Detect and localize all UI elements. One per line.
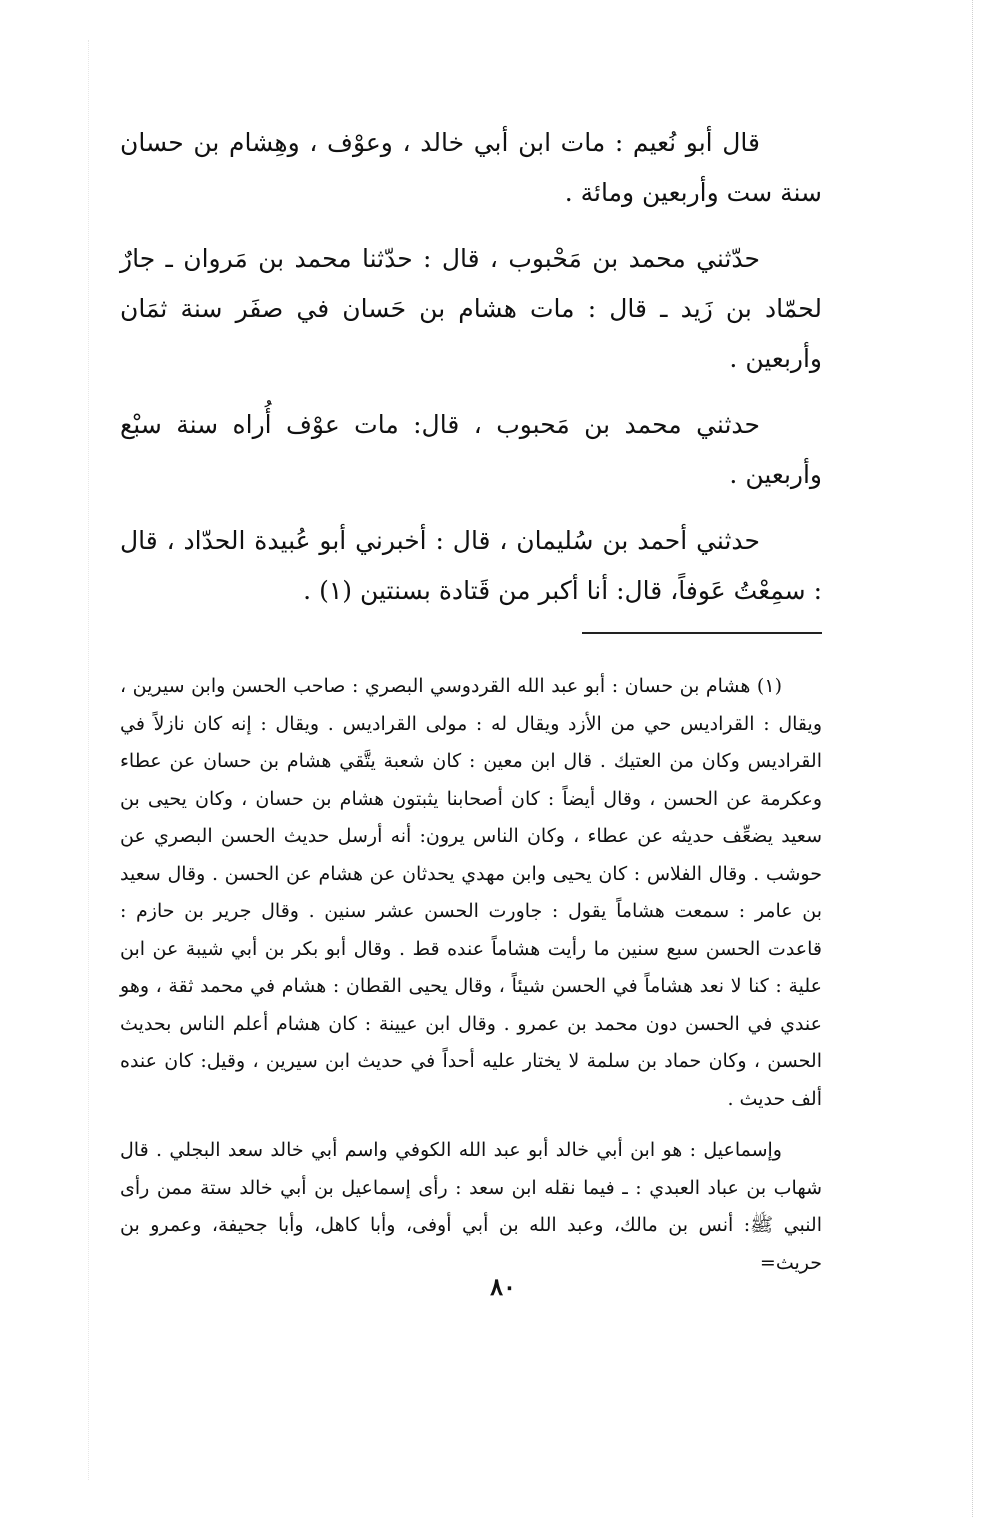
main-paragraph: قال أبو نُعيم : مات ابن أبي خالد ، وعوْف ، وهِشام بن حسان سنة ست وأربعين ومائة . (120, 128, 822, 207)
main-paragraph: حدّثني محمد بن مَحْبوب ، قال : حدّثنا محمد بن مَروان ـ جارٌ لحمّاد بن زَيد ـ قال : مات هشام بن حَسان في صفَر سنة ثمَان وأربعين . (120, 244, 822, 373)
footnote-paragraph: وإسماعيل : هو ابن أبي خالد أبو عبد الله الكوفي واسم أبي خالد سعد البجلي . قال شهاب بن عباد العبدي : ـ فيما نقله ابن سعد : رأى إسماعيل بن أبي خالد ستة ممن رأى النبي ﷺ: أنس بن مالك، وعبد الله بن أبي أوفى، وأبا كاهل، وأبا جحيفة، وعمرو بن حريث= (120, 1139, 822, 1274)
page-number: ٨٠ (490, 1272, 516, 1301)
footnote-paragraph: (١) هشام بن حسان : أبو عبد الله القردوسي البصري : صاحب الحسن وابن سيرين ، ويقال : القراديس حي من الأزد ويقال له : مولى القراديس . ويقال : إنه كان نازلاً في القراديس وكان من العتيك . قال ابن معين : كان شعبة يتَّقي هشام بن حسان عن عطاء وعكرمة عن الحسن ، وقال أيضاً : كان أصحابنا يثبتون هشام بن حسان ، وكان يحيى بن سعيد يضعِّف حديثه عن عطاء ، وكان الناس يرون: أنه أرسل حديث الحسن البصري عن حوشب . وقال الفلاس : كان يحيى وابن مهدي يحدثان عن هشام عن الحسن . وقال سعيد بن عامر : سمعت هشاماً يقول : جاورت الحسن عشر سنين . وقال جرير بن حازم : قاعدت الحسن سبع سنين ما رأيت هشاماً عنده قط . وقال أبو بكر بن أبي شيبة عن ابن علية : كنا لا نعد هشاماً في الحسن شيئاً ، وقال يحيى القطان : هشام في محمد ثقة ، وهو عندي في الحسن دون محمد بن عمرو . وقال ابن عيينة : كان هشام أعلم الناس بحديث الحسن ، وكان حماد بن سلمة لا يختار عليه أحداً في حديث ابن سيرين ، وقيل: كان عنده ألف حديث . (120, 675, 822, 1110)
main-text (120, 118, 822, 632)
main-paragraph: حدثني أحمد بن سُليمان ، قال : أخبرني أبو عُبيدة الحدّاد ، قال : سمِعْتُ عَوفاً، قال: أنا أكبر من قَتادة بسنتين (١) . (120, 526, 822, 605)
scan-edge-left (88, 40, 89, 1480)
footnote-separator (582, 632, 822, 634)
main-paragraph: حدثني محمد بن مَحبوب ، قال: مات عوْف أُراه سنة سبْع وأربعين . (120, 410, 822, 489)
footnotes (120, 668, 822, 1296)
